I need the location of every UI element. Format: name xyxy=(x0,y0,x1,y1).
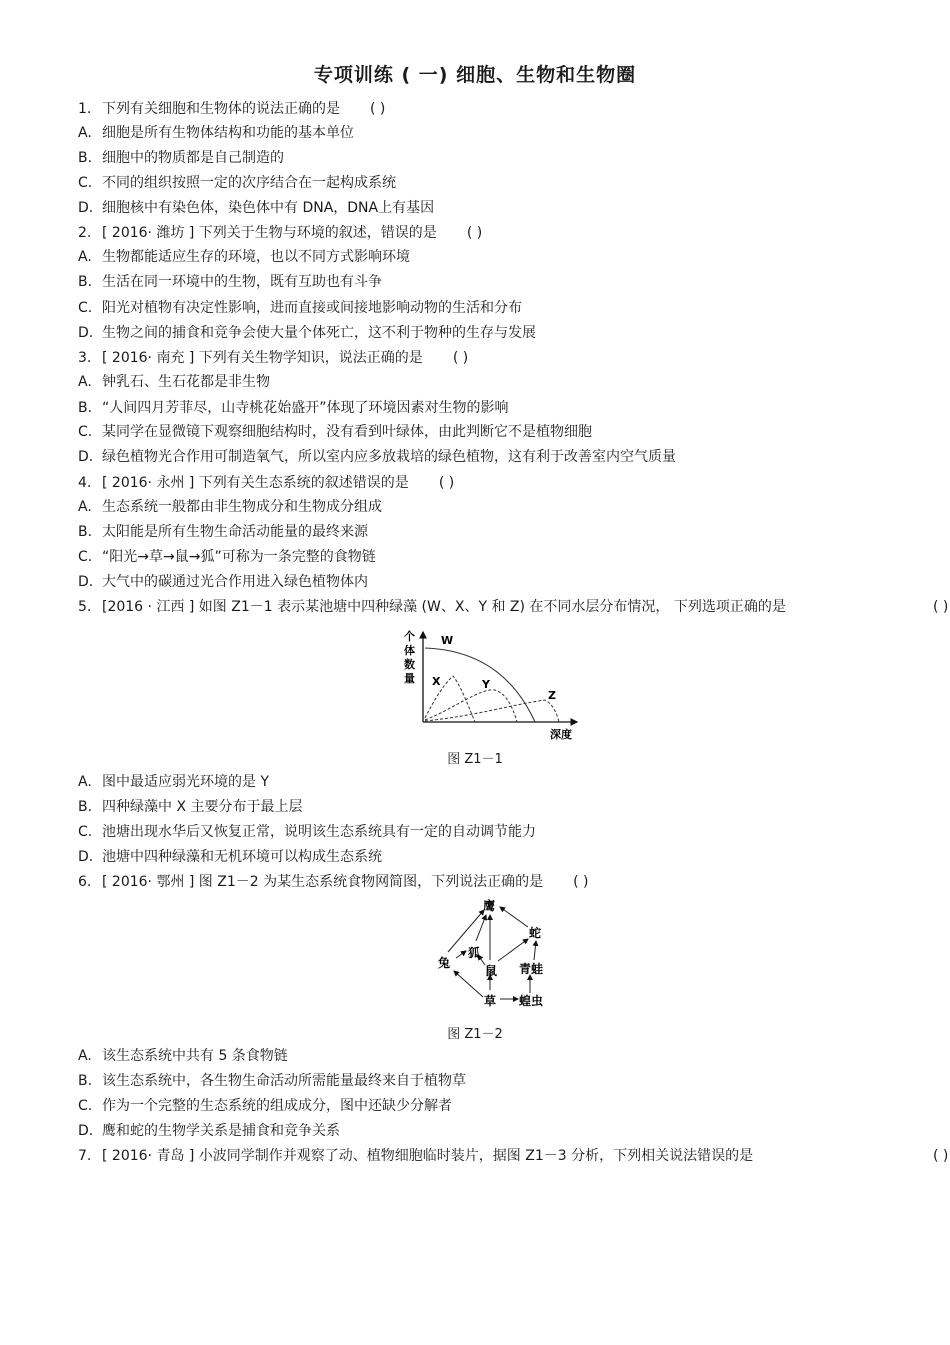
question-4-option-a: A. 生态系统一般都由非生物成分和生物成分组成 xyxy=(78,499,382,515)
curve-y xyxy=(425,690,517,722)
figure-z1-2-food-web xyxy=(430,895,560,1015)
question-6-option-d: D. 鹰和蛇的生物学关系是捕食和竞争关系 xyxy=(78,1123,340,1139)
label-x: X xyxy=(432,675,441,688)
question-4-stem: 4. [ 2016· 永州 ] 下列有关生态系统的叙述错误的是 ( ) xyxy=(78,475,455,491)
question-6-stem: 6. [ 2016· 鄂州 ] 图 Z1－2 为某生态系统食物网简图，下列说法正确的是 ( ) xyxy=(78,874,589,890)
question-3-option-a: A. 钟乳石、生石花都是非生物 xyxy=(78,374,270,390)
node-eagle: 鹰 xyxy=(483,899,496,913)
question-2-option-c: C. 阳光对植物有决定性影响，进而直接或间接地影响动物的生活和分布 xyxy=(78,300,522,316)
question-5-option-d: D. 池塘中四种绿藻和无机环境可以构成生态系统 xyxy=(78,849,382,865)
question-6-option-c: C. 作为一个完整的生态系统的组成成分，图中还缺少分解者 xyxy=(78,1098,452,1114)
node-grasshopper: 蝗虫 xyxy=(519,994,544,1008)
node-fox: 狐 xyxy=(468,946,481,960)
question-4-option-d: D. 大气中的碳通过光合作用进入绿色植物体内 xyxy=(78,574,368,590)
x-axis-label: 深度 xyxy=(550,728,572,741)
node-grass: 草 xyxy=(484,994,497,1008)
question-3-option-b: B. “人间四月芳菲尽，山寺桃花始盛开”体现了环境因素对生物的影响 xyxy=(78,400,509,416)
node-snake: 蛇 xyxy=(529,926,542,940)
node-frog: 青蛙 xyxy=(519,962,544,976)
page-title: 专项训练 ( 一) 细胞、生物和生物圈 xyxy=(313,64,637,86)
label-z: Z xyxy=(548,689,556,702)
question-1-option-d: D. 细胞核中有染色体，染色体中有 DNA，DNA上有基因 xyxy=(78,200,435,216)
question-3-option-d: D. 绿色植物光合作用可制造氧气，所以室内应多放栽培的绿色植物，这有利于改善室内空气质量 xyxy=(78,449,676,465)
question-2-option-a: A. 生物都能适应生存的环境，也以不同方式影响环境 xyxy=(78,249,410,265)
question-5-stem: 5. [2016 · 江西 ] 如图 Z1－1 表示某池塘中四种绿藻 (W、X、Y 和 Z) 在不同水层分布情况， 下列选项正确的是 ( ) xyxy=(78,599,949,615)
question-5-option-c: C. 池塘出现水华后又恢复正常，说明该生态系统具有一定的自动调节能力 xyxy=(78,824,536,840)
label-y: Y xyxy=(482,678,490,691)
y-axis-label: 个体数量 xyxy=(404,630,415,685)
question-2-option-b: B. 生活在同一环境中的生物，既有互助也有斗争 xyxy=(78,274,382,290)
question-3-option-c: C. 某同学在显微镜下观察细胞结构时，没有看到叶绿体，由此判断它不是植物细胞 xyxy=(78,424,592,440)
node-mouse: 鼠 xyxy=(485,964,498,978)
question-3-stem: 3. [ 2016· 南充 ] 下列有关生物学知识，说法正确的是 ( ) xyxy=(78,350,469,366)
question-2-stem: 2. [ 2016· 潍坊 ] 下列关于生物与环境的叙述，错误的是 ( ) xyxy=(78,225,483,241)
node-rabbit: 兔 xyxy=(438,956,451,970)
question-7-stem: 7. [ 2016· 青岛 ] 小波同学制作并观察了动、植物细胞临时装片，据图 Z1－3 分析，下列相关说法错误的是 ( ) xyxy=(78,1148,949,1164)
question-4-option-c: C. “阳光→草→鼠→狐”可称为一条完整的食物链 xyxy=(78,549,376,565)
question-1-stem: 1. 下列有关细胞和生物体的说法正确的是 ( ) xyxy=(78,101,386,117)
question-2-option-d: D. 生物之间的捕食和竞争会使大量个体死亡，这不利于物种的生存与发展 xyxy=(78,325,536,341)
question-1-option-b: B. 细胞中的物质都是自己制造的 xyxy=(78,150,284,166)
question-1-option-a: A. 细胞是所有生物体结构和功能的基本单位 xyxy=(78,125,354,141)
question-1-option-c: C. 不同的组织按照一定的次序结合在一起构成系统 xyxy=(78,175,396,191)
question-5-option-b: B. 四种绿藻中 X 主要分布于最上层 xyxy=(78,799,303,815)
figure-z1-1-graph xyxy=(395,628,585,743)
figure-z1-1-caption: 图 Z1－1 xyxy=(447,752,503,767)
question-4-option-b: B. 太阳能是所有生物生命活动能量的最终来源 xyxy=(78,524,368,540)
question-6-option-b: B. 该生态系统中，各生物生命活动所需能量最终来自于植物草 xyxy=(78,1073,466,1089)
question-5-option-a: A. 图中最适应弱光环境的是 Y xyxy=(78,774,270,790)
question-6-option-a: A. 该生态系统中共有 5 条食物链 xyxy=(78,1048,288,1064)
figure-z1-2-caption: 图 Z1－2 xyxy=(447,1027,503,1042)
curve-w xyxy=(425,648,535,722)
label-w: W xyxy=(441,634,454,647)
